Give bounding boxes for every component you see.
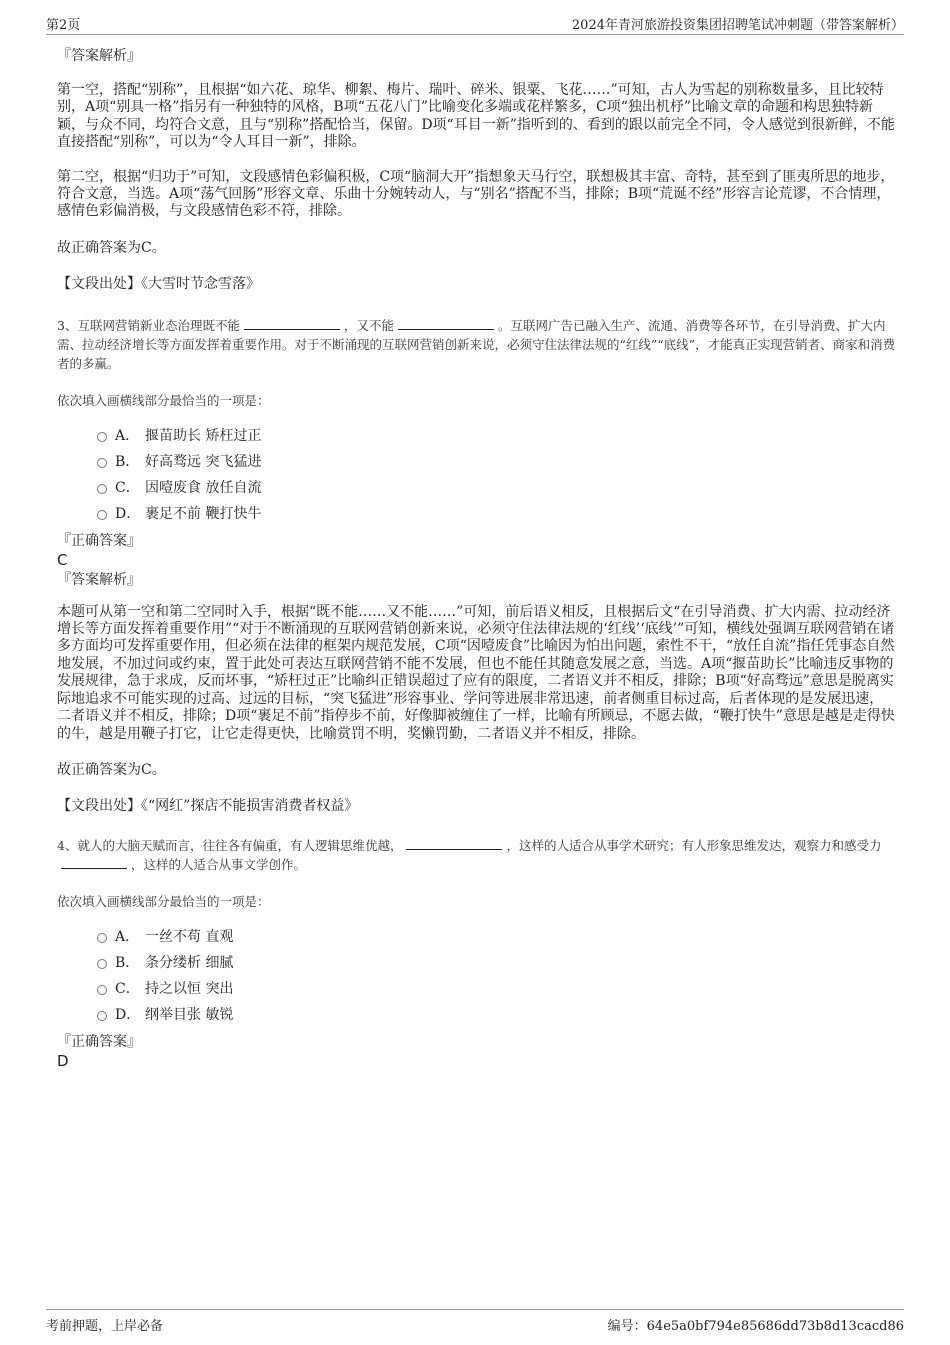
question-4-options: [57, 924, 897, 1028]
radio-icon[interactable]: [97, 510, 107, 520]
correct-answer: D: [57, 1051, 69, 1070]
analysis-paragraph-2: 第二空，根据“归功于”可知，文段感情色彩偏积极，C项“脑洞大开”指想象天马行空，联想极其丰富、奇特，甚至到了匪夷所思的地步，符合文意，当选。A项“荡气回肠”形容文章、乐曲十分婉转动人，与“别名”搭配不当，排除；B项“荒诞不经”形容言论荒谬，不合情理，感情色彩偏消极，与文段感情色彩不符，排除。: [57, 168, 895, 220]
conclusion: 故正确答案为C。: [57, 761, 166, 778]
option-b[interactable]: B． 好高骛远 突飞猛进: [57, 449, 897, 475]
option-c[interactable]: C． 持之以恒 突出: [57, 976, 897, 1002]
option-a[interactable]: A． 揠苗助长 矫枉过正: [57, 423, 897, 449]
radio-icon[interactable]: [97, 458, 107, 468]
question-3-prompt: 依次填入画横线部分最恰当的一项是：: [57, 392, 270, 408]
document-title: 2024年青河旅游投资集团招聘笔试冲刺题（带答案解析）: [571, 18, 904, 33]
page-number: 第2页: [46, 18, 81, 33]
analysis-label: 『答案解析』: [57, 571, 141, 588]
source-citation: 【文段出处】《“网红”探店不能损害消费者权益》: [57, 798, 359, 815]
correct-answer-label: 『正确答案』: [57, 1033, 141, 1050]
footer-slogan: 考前押题，上岸必备: [46, 1319, 164, 1334]
correct-answer: C: [57, 550, 68, 569]
correct-answer-label: 『正确答案』: [57, 532, 141, 549]
conclusion: 故正确答案为C。: [57, 239, 166, 256]
page-footer: [46, 1309, 904, 1340]
radio-icon[interactable]: [97, 1011, 107, 1021]
option-a[interactable]: A． 一丝不苟 直观: [57, 924, 897, 950]
question-3-analysis: 本题可从第一空和第二空同时入手，根据“既不能……又不能……”可知，前后语义相反，且根据后文“在引导消费、扩大内需、拉动经济增长等方面发挥着重要作用”“对于不断涌现的互联网营销创新来说，必须守住法律法规的‘红线’‘底线’”可知，横线处强调互联网营销在诸多方面均可发挥重要作用，但必须在法律的框架内规范发展，C项“因噎废食”比喻因为怕出问题，索性不干，“放任自流”指任凭事态自然地发展，不加过问或约束，置于此处可表达互联网营销不能不发展，但也不能任其随意发展之意，当选。A项“揠苗助长”比喻违反事物的发展规律，急于求成，反而坏事，“矫枉过正”比喻纠正错误超过了应有的限度，二者语义并不相反，排除；B项“好高骛远”意思是脱离实际地追求不可能实现的过高、过远的目标，“突飞猛进”形容事业、学问等进展非常迅速，前者侧重目标过高，后者体现的是发展迅速，二者语义并不相反，排除；D项“裹足不前”指停步不前，好像脚被缠住了一样，比喻有所顾忌，不愿去做，“鞭打快牛”意思是越是走得快的牛，越是用鞭子打它，让它走得更快，比喻赏罚不明，奖懒罚勤，二者语义并不相反，排除。: [57, 603, 895, 742]
blank: [398, 317, 494, 330]
question-4-prompt: 依次填入画横线部分最恰当的一项是：: [57, 893, 270, 909]
radio-icon[interactable]: [97, 959, 107, 969]
blank: [406, 837, 502, 850]
radio-icon[interactable]: [97, 432, 107, 442]
option-d[interactable]: D． 裹足不前 鞭打快牛: [57, 501, 897, 527]
blank: [244, 317, 340, 330]
blank: [61, 856, 127, 869]
page-content: [57, 44, 897, 1070]
question-4-stem: 4、就人的大脑天赋而言，往往各有偏重，有人逻辑思维优越， ，这样的人适合从事学术研究；有人形象思维发达，观察力和感受力，这样的人适合从事文学创作。: [57, 837, 882, 872]
radio-icon[interactable]: [97, 933, 107, 943]
option-d[interactable]: D． 纲举目张 敏锐: [57, 1002, 897, 1028]
question-3-options: [57, 423, 897, 527]
analysis-label: 『答案解析』: [57, 48, 141, 64]
page-header: [46, 8, 904, 35]
radio-icon[interactable]: [97, 484, 107, 494]
document-id: 编号：64e5a0bf794e85686dd73b8d13cacd86: [607, 1319, 904, 1334]
option-b[interactable]: B． 条分缕析 细腻: [57, 950, 897, 976]
source-citation: 【文段出处】《大雪时节念雪落》: [57, 276, 260, 293]
question-3-stem: 3、互联网营销新业态治理既不能 ，又不能 。互联网广告已融入生产、流通、消费等各环节，在引导消费、扩大内需、拉动经济增长等方面发挥着重要作用。对于不断涌现的互联网营销创新来说，必须守住法律法规的“红线”“底线”，才能真正实现营销者、商家和消费者的多赢。: [57, 317, 896, 371]
radio-icon[interactable]: [97, 985, 107, 995]
option-c[interactable]: C． 因噎废食 放任自流: [57, 475, 897, 501]
analysis-paragraph-1: 第一空，搭配“别称”，且根据“如六花、琼华、柳絮、梅片、瑞叶、碎米、银粟、飞花……”可知，古人为雪起的别称数量多，且比较特别，A项“别具一格”指另有一种独特的风格，B项“五花八门”比喻变化多端或花样繁多，C项“独出机杼”比喻文章的命题和构思独特新颖，与众不同，均符合文意，且与“别称”搭配恰当，保留。D项“耳目一新”指听到的、看到的跟以前完全不同，令人感觉到很新鲜，不能直接搭配“别称”，可以为“令人耳目一新”，排除。: [57, 82, 895, 151]
